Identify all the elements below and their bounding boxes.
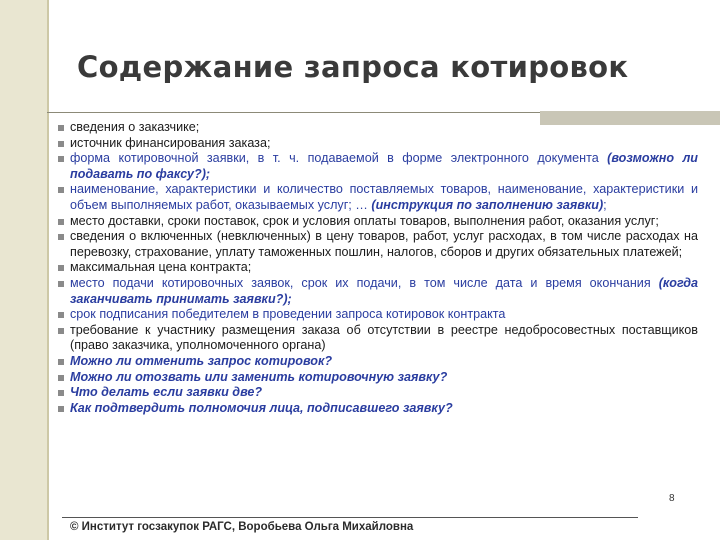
footer-copyright: © Институт госзакупок РАГС, Воробьева Ольга Михайловна [70,521,414,533]
content-list [58,120,698,416]
list-item: источник финансирования заказа; [58,136,698,152]
list-item: требование к участнику размещения заказа об отсутствии в реестре недобросовестных поставщиков (право заказчика, уполномоченного органа) [58,323,698,354]
footer-divider [62,517,638,518]
list-item-note: (инструкция по заполнению заявки) [371,197,604,212]
list-item-question: Что делать если заявки две? [58,385,698,401]
list-item-question: Как подтвердить полномочия лица, подписавшего заявку? [58,401,698,417]
list-item: место подачи котировочных заявок, срок их подачи, в том числе дата и время окончания (когда заканчивать принимать заявки?); [58,276,698,307]
list-item: максимальная цена контракта; [58,260,698,276]
list-item: сведения о заказчике; [58,120,698,136]
slide-title: Содержание запроса котировок [77,50,629,84]
slide-sidebar [0,0,49,540]
list-item: сведения о включенных (невключенных) в цену товаров, работ, услуг расходах, в том числе расходах на перевозку, страхование, уплату таможенных пошлин, налогов, сборов и других обязательных платежей; [58,229,698,260]
list-item-note: (возможно ли подавать по факсу?); [70,151,698,181]
page-number: 8 [669,493,675,504]
list-item: место доставки, сроки поставок, срок и условия оплаты товаров, выполнения работ, оказания услуг; [58,214,698,230]
list-item: форма котировочной заявки, в т. ч. подаваемой в форме электронного документа (возможно ли подавать по факсу?); [58,151,698,182]
list-item: срок подписания победителем в проведении запроса котировок контракта [58,307,698,323]
list-item: наименование, характеристики и количество поставляемых товаров, наименование, характеристики и объем выполняемых работ, оказываемых услуг; … (инструкция по заполнению заявки); [58,182,698,213]
list-item-note: (когда заканчивать принимать заявки?); [70,275,698,306]
list-item-question: Можно ли отменить запрос котировок? [58,354,698,370]
list-item-question: Можно ли отозвать или заменить котировочную заявку? [58,370,698,386]
